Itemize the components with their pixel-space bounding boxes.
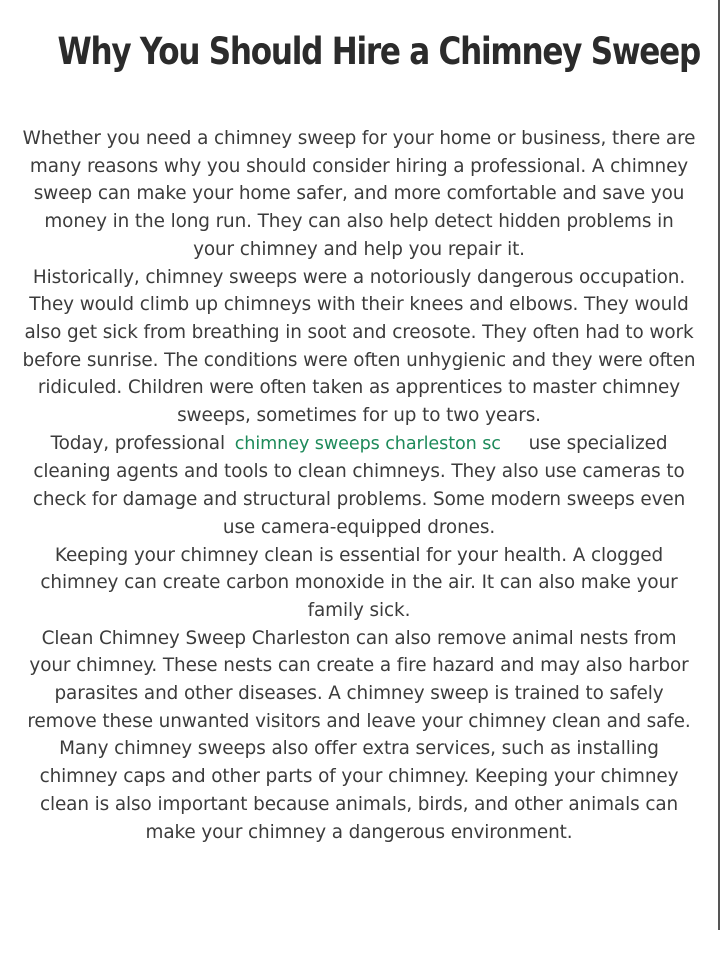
paragraph-health: Keeping your chimney clean is essential for your health. A clogged chimney can create carbon monoxide in the air. It can also make your family sick. [40, 544, 678, 621]
paragraph-extra-services: Many chimney sweeps also offer extra services, such as installing chimney caps and other parts of your chimney. Keeping your chimney clean is also important because animals, birds, and other animals can make your chimney a dangerous environment. [39, 738, 679, 843]
paragraph-today-lead: Today, professional [50, 432, 225, 454]
article-body [22, 125, 696, 846]
paragraph-today-rest: use specialized cleaning agents and tools to clean chimneys. They also use cameras to check for damage and structural problems. Some modern sweeps even use camera-equipped drones. [32, 432, 686, 538]
paragraph-today [22, 430, 696, 542]
paragraph-history: Historically, chimney sweeps were a notoriously dangerous occupation. They would climb up chimneys with their knees and elbows. They would also get sick from breathing in soot and creosote. They often had to work before sunrise. The conditions were often unhygienic and they were often ridiculed. Children were often taken as apprentices to master chimney sweeps, sometimes for up to two years. [22, 266, 696, 427]
chimney-sweeps-link[interactable]: chimney sweeps charleston sc [234, 433, 501, 454]
paragraph-intro: Whether you need a chimney sweep for your home or business, there are many reasons why you should consider hiring a professional. A chimney sweep can make your home safer, and more comfortable and save you money in the long run. They can also help detect hidden problems in your chimney and help you repair it. [22, 128, 696, 260]
paragraph-animal-nests: Clean Chimney Sweep Charleston can also remove animal nests from your chimney. These nests can create a fire hazard and may also harbor parasites and other diseases. A chimney sweep is trained to safely remove these unwanted visitors and leave your chimney clean and safe. [27, 627, 691, 732]
page-title: Why You Should Hire a Chimney Sweep [57, 30, 700, 73]
